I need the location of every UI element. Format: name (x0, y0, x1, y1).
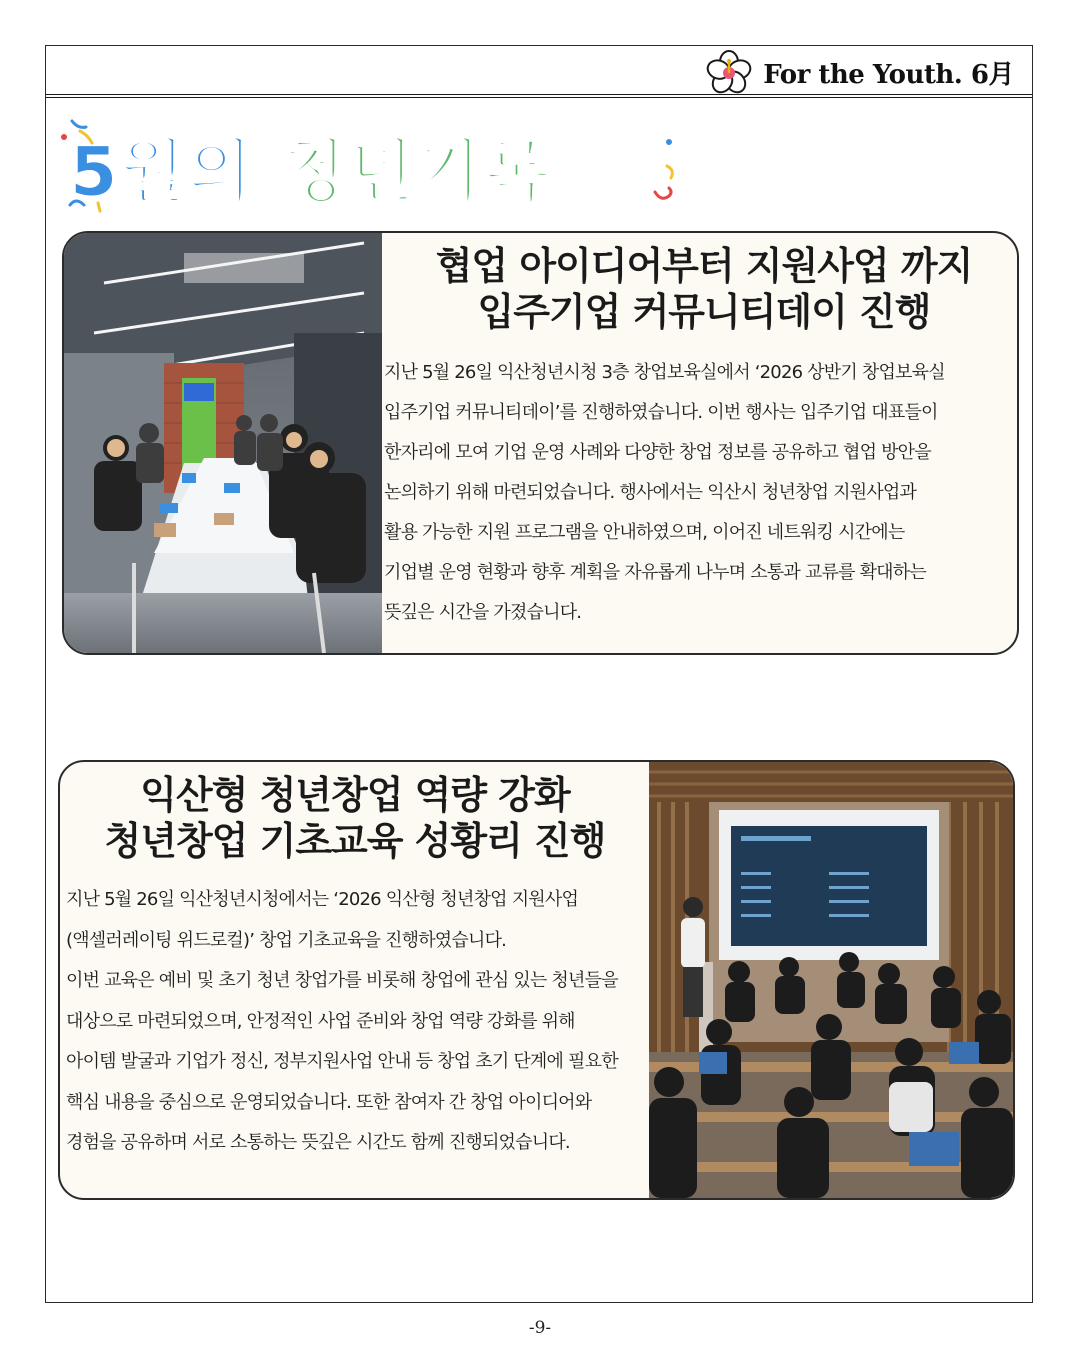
headline-line: 입주기업 커뮤니티데이 진행 (477, 290, 931, 334)
headline-line: 익산형 청년창업 역량 강화 (140, 773, 570, 817)
page-number: -9- (528, 1318, 552, 1338)
article-photo-meeting (64, 233, 382, 653)
brand (703, 50, 1014, 94)
body-line: 논의하기 위해 마련되었습니다. 행사에서는 익산시 청년창업 지원사업과 (384, 482, 917, 503)
body-line: 아이템 발굴과 기업가 정신, 정부지원사업 안내 등 창업 초기 단계에 필요한 (66, 1051, 618, 1072)
brand-title: For the Youth. 6月 (763, 59, 1014, 90)
page-title-number: 5월의 (70, 133, 255, 212)
body-line: 지난 5월 26일 익산청년시청에서는 ‘2026 익산형 청년창업 지원사업 (66, 889, 579, 910)
article-body (384, 353, 1016, 633)
body-line: 뜻깊은 시간을 가졌습니다. (384, 602, 582, 623)
body-line: 지난 5월 26일 익산청년시청 3층 창업보육실에서 ‘2026 상반기 창업보육실 (384, 362, 945, 383)
article-headline (60, 772, 650, 864)
body-line: 한자리에 모여 기업 운영 사례와 다양한 창업 정보를 공유하고 협업 방안을 (384, 442, 931, 463)
page-header (46, 46, 1032, 98)
confetti-right (645, 130, 685, 215)
headline-line: 협업 아이디어부터 지원사업 까지 (435, 244, 973, 288)
body-line: 입주기업 커뮤니티데이’를 진행하였습니다. 이번 행사는 입주기업 대표들이 (384, 402, 938, 423)
body-line: 핵심 내용을 중심으로 운영되었습니다. 또한 참여자 간 창업 아이디어와 (66, 1091, 592, 1113)
body-line: 대상으로 마련되었으며, 안정적인 사업 준비와 창업 역량 강화를 위해 (66, 1010, 575, 1032)
article-photo-lecture (649, 762, 1013, 1198)
article-card-community-day (62, 231, 1019, 655)
page-title (70, 118, 551, 215)
article-body (66, 880, 651, 1164)
body-line: 경험을 공유하며 서로 소통하는 뜻깊은 시간도 함께 진행되었습니다. (66, 1132, 570, 1153)
flower-icon (703, 50, 755, 94)
body-line: 이번 교육은 예비 및 초기 청년 창업가를 비롯해 창업에 관심 있는 청년들을 (66, 970, 618, 991)
body-line: 기업별 운영 현황과 향후 계획을 자유롭게 나누며 소통과 교류를 확대하는 (384, 562, 926, 583)
article-card-startup-education (58, 760, 1015, 1200)
article-headline (394, 243, 1014, 335)
page-title-word: 청년기록 (280, 133, 552, 212)
headline-line: 청년창업 기초교육 성황리 진행 (104, 819, 606, 863)
body-line: 활용 가능한 지원 프로그램을 안내하였으며, 이어진 네트워킹 시간에는 (384, 522, 905, 543)
body-line: (액셀러레이팅 위드로컬)’ 창업 기초교육을 진행하였습니다. (66, 929, 507, 951)
